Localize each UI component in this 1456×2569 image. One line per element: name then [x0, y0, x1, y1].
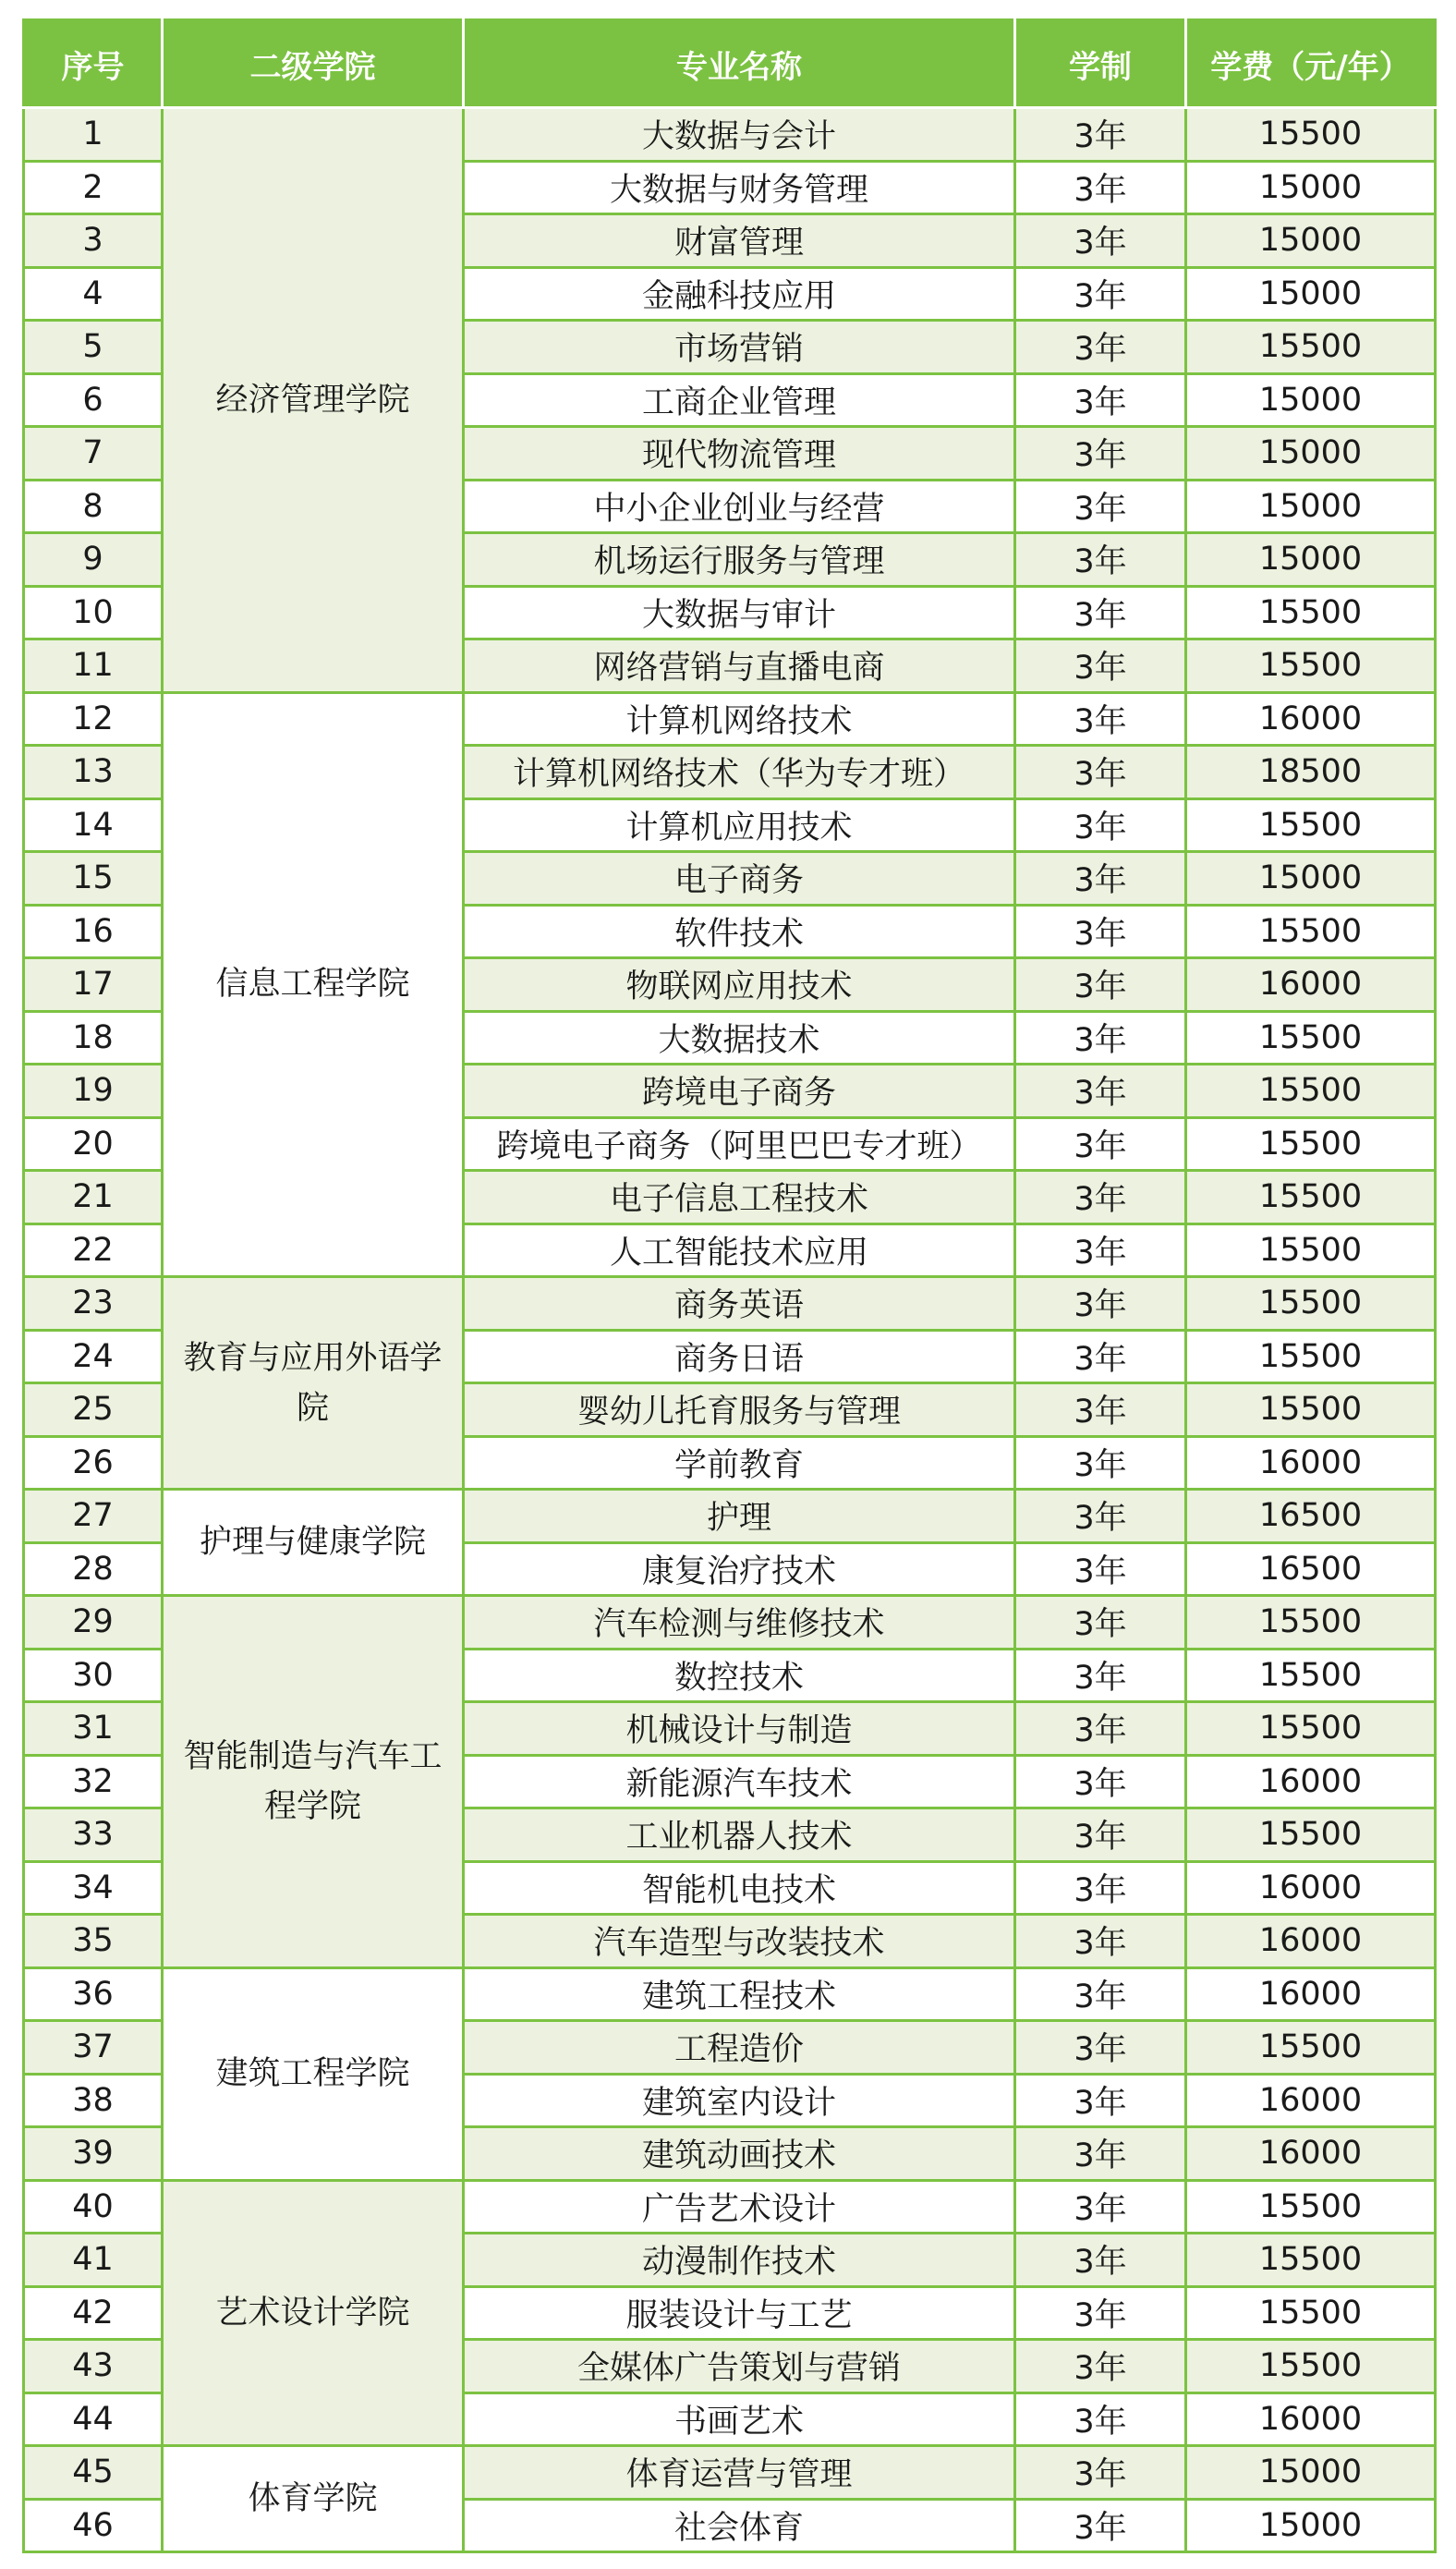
cell-duration: 3年: [1015, 427, 1186, 481]
cell-major: 大数据技术: [464, 1011, 1015, 1065]
cell-duration: 3年: [1015, 1277, 1186, 1331]
cell-fee: 15500: [1186, 1224, 1436, 1277]
cell-major: 电子商务: [464, 852, 1015, 906]
cell-duration: 3年: [1015, 905, 1186, 958]
cell-major: 数控技术: [464, 1649, 1015, 1702]
header-fee: 学费（元/年）: [1186, 20, 1436, 108]
cell-duration: 3年: [1015, 1224, 1186, 1277]
cell-fee: 15000: [1186, 214, 1436, 268]
cell-major: 工商企业管理: [464, 373, 1015, 427]
cell-fee: 15500: [1186, 2340, 1436, 2393]
cell-index: 42: [24, 2286, 163, 2340]
cell-college: 经济管理学院: [163, 108, 464, 693]
cell-index: 20: [24, 1117, 163, 1171]
cell-major: 金融科技应用: [464, 267, 1015, 321]
cell-fee: 15500: [1186, 321, 1436, 374]
cell-fee: 15500: [1186, 1649, 1436, 1702]
cell-duration: 3年: [1015, 746, 1186, 799]
cell-duration: 3年: [1015, 1967, 1186, 2021]
cell-index: 28: [24, 1542, 163, 1596]
cell-major: 服装设计与工艺: [464, 2286, 1015, 2340]
cell-fee: 15500: [1186, 1383, 1436, 1437]
header-duration: 学制: [1015, 20, 1186, 108]
cell-index: 12: [24, 692, 163, 746]
cell-fee: 15000: [1186, 852, 1436, 906]
cell-fee: 15000: [1186, 427, 1436, 481]
cell-duration: 3年: [1015, 267, 1186, 321]
cell-duration: 3年: [1015, 2021, 1186, 2075]
cell-index: 18: [24, 1011, 163, 1065]
cell-duration: 3年: [1015, 321, 1186, 374]
cell-fee: 15000: [1186, 2446, 1436, 2500]
cell-fee: 16000: [1186, 1755, 1436, 1808]
table-row: [24, 1596, 1436, 1650]
cell-duration: 3年: [1015, 1011, 1186, 1065]
cell-duration: 3年: [1015, 1702, 1186, 1756]
cell-fee: 15500: [1186, 1330, 1436, 1383]
cell-major: 机场运行服务与管理: [464, 533, 1015, 587]
cell-duration: 3年: [1015, 1861, 1186, 1915]
cell-major: 学前教育: [464, 1436, 1015, 1490]
table-row: [24, 2446, 1436, 2500]
cell-fee: 15500: [1186, 586, 1436, 639]
cell-college: 艺术设计学院: [163, 2180, 464, 2446]
header-row: [24, 20, 1436, 108]
cell-college: 护理与健康学院: [163, 1490, 464, 1596]
cell-fee: 18500: [1186, 746, 1436, 799]
cell-major: 社会体育: [464, 2499, 1015, 2552]
cell-fee: 15500: [1186, 905, 1436, 958]
cell-duration: 3年: [1015, 852, 1186, 906]
cell-major: 建筑室内设计: [464, 2074, 1015, 2127]
cell-fee: 15000: [1186, 161, 1436, 214]
cell-index: 10: [24, 586, 163, 639]
cell-fee: 15000: [1186, 533, 1436, 587]
cell-index: 17: [24, 958, 163, 1012]
cell-index: 2: [24, 161, 163, 214]
cell-fee: 16000: [1186, 1436, 1436, 1490]
cell-index: 35: [24, 1915, 163, 1968]
cell-duration: 3年: [1015, 2180, 1186, 2234]
cell-index: 6: [24, 373, 163, 427]
cell-duration: 3年: [1015, 1596, 1186, 1650]
cell-index: 32: [24, 1755, 163, 1808]
cell-index: 16: [24, 905, 163, 958]
cell-major: 汽车检测与维修技术: [464, 1596, 1015, 1650]
table-row: [24, 692, 1436, 746]
cell-fee: 15500: [1186, 1277, 1436, 1331]
cell-duration: 3年: [1015, 1383, 1186, 1437]
cell-index: 7: [24, 427, 163, 481]
cell-fee: 15000: [1186, 267, 1436, 321]
cell-index: 24: [24, 1330, 163, 1383]
cell-major: 市场营销: [464, 321, 1015, 374]
cell-fee: 16000: [1186, 692, 1436, 746]
cell-fee: 16000: [1186, 2127, 1436, 2181]
cell-major: 新能源汽车技术: [464, 1755, 1015, 1808]
cell-major: 电子信息工程技术: [464, 1171, 1015, 1224]
cell-college: 智能制造与汽车工程学院: [163, 1596, 464, 1968]
cell-index: 40: [24, 2180, 163, 2234]
cell-index: 45: [24, 2446, 163, 2500]
cell-index: 27: [24, 1490, 163, 1543]
cell-duration: 3年: [1015, 2392, 1186, 2446]
cell-index: 25: [24, 1383, 163, 1437]
cell-major: 财富管理: [464, 214, 1015, 268]
cell-fee: 16000: [1186, 1861, 1436, 1915]
cell-fee: 15500: [1186, 1065, 1436, 1118]
cell-fee: 16000: [1186, 2392, 1436, 2446]
cell-duration: 3年: [1015, 1065, 1186, 1118]
cell-major: 商务日语: [464, 1330, 1015, 1383]
cell-duration: 3年: [1015, 161, 1186, 214]
cell-fee: 15500: [1186, 2180, 1436, 2234]
cell-major: 网络营销与直播电商: [464, 639, 1015, 693]
cell-fee: 15500: [1186, 1011, 1436, 1065]
cell-fee: 16000: [1186, 1915, 1436, 1968]
tuition-table: [22, 18, 1437, 2553]
cell-index: 43: [24, 2340, 163, 2393]
cell-major: 广告艺术设计: [464, 2180, 1015, 2234]
cell-index: 13: [24, 746, 163, 799]
cell-major: 商务英语: [464, 1277, 1015, 1331]
cell-fee: 15500: [1186, 2234, 1436, 2287]
cell-index: 46: [24, 2499, 163, 2552]
cell-major: 大数据与会计: [464, 108, 1015, 162]
cell-duration: 3年: [1015, 214, 1186, 268]
cell-major: 书画艺术: [464, 2392, 1015, 2446]
cell-fee: 16000: [1186, 958, 1436, 1012]
cell-duration: 3年: [1015, 2127, 1186, 2181]
cell-major: 婴幼儿托育服务与管理: [464, 1383, 1015, 1437]
cell-index: 4: [24, 267, 163, 321]
tuition-table-container: [22, 18, 1434, 2553]
cell-duration: 3年: [1015, 1436, 1186, 1490]
cell-fee: 15500: [1186, 1702, 1436, 1756]
cell-fee: 15000: [1186, 480, 1436, 533]
cell-duration: 3年: [1015, 2074, 1186, 2127]
header-index: 序号: [24, 20, 163, 108]
cell-duration: 3年: [1015, 2234, 1186, 2287]
cell-fee: 16000: [1186, 1967, 1436, 2021]
cell-index: 5: [24, 321, 163, 374]
cell-major: 人工智能技术应用: [464, 1224, 1015, 1277]
cell-duration: 3年: [1015, 586, 1186, 639]
cell-college: 体育学院: [163, 2446, 464, 2552]
cell-major: 软件技术: [464, 905, 1015, 958]
cell-index: 38: [24, 2074, 163, 2127]
cell-index: 33: [24, 1808, 163, 1862]
cell-index: 1: [24, 108, 163, 162]
cell-duration: 3年: [1015, 1915, 1186, 1968]
cell-major: 全媒体广告策划与营销: [464, 2340, 1015, 2393]
cell-major: 计算机应用技术: [464, 798, 1015, 852]
cell-index: 34: [24, 1861, 163, 1915]
cell-index: 41: [24, 2234, 163, 2287]
cell-major: 智能机电技术: [464, 1861, 1015, 1915]
cell-index: 19: [24, 1065, 163, 1118]
table-row: [24, 1490, 1436, 1543]
cell-fee: 15500: [1186, 1808, 1436, 1862]
cell-major: 跨境电子商务（阿里巴巴专才班）: [464, 1117, 1015, 1171]
cell-index: 23: [24, 1277, 163, 1331]
cell-index: 3: [24, 214, 163, 268]
cell-fee: 15500: [1186, 2286, 1436, 2340]
cell-duration: 3年: [1015, 2499, 1186, 2552]
header-major: 专业名称: [464, 20, 1015, 108]
cell-major: 护理: [464, 1490, 1015, 1543]
cell-duration: 3年: [1015, 2340, 1186, 2393]
cell-major: 动漫制作技术: [464, 2234, 1015, 2287]
cell-duration: 3年: [1015, 798, 1186, 852]
cell-fee: 15500: [1186, 1117, 1436, 1171]
cell-fee: 15500: [1186, 108, 1436, 162]
cell-duration: 3年: [1015, 1808, 1186, 1862]
cell-index: 11: [24, 639, 163, 693]
cell-duration: 3年: [1015, 533, 1186, 587]
cell-index: 36: [24, 1967, 163, 2021]
cell-index: 29: [24, 1596, 163, 1650]
table-row: [24, 1277, 1436, 1331]
cell-duration: 3年: [1015, 1330, 1186, 1383]
cell-duration: 3年: [1015, 108, 1186, 162]
cell-duration: 3年: [1015, 2286, 1186, 2340]
cell-major: 体育运营与管理: [464, 2446, 1015, 2500]
cell-fee: 15000: [1186, 2499, 1436, 2552]
table-row: [24, 2180, 1436, 2234]
cell-index: 39: [24, 2127, 163, 2181]
cell-fee: 16500: [1186, 1490, 1436, 1543]
cell-major: 大数据与审计: [464, 586, 1015, 639]
cell-index: 9: [24, 533, 163, 587]
cell-major: 工业机器人技术: [464, 1808, 1015, 1862]
cell-duration: 3年: [1015, 1490, 1186, 1543]
cell-index: 30: [24, 1649, 163, 1702]
cell-index: 31: [24, 1702, 163, 1756]
cell-major: 物联网应用技术: [464, 958, 1015, 1012]
cell-major: 计算机网络技术: [464, 692, 1015, 746]
cell-duration: 3年: [1015, 958, 1186, 1012]
cell-duration: 3年: [1015, 1755, 1186, 1808]
table-body: [24, 108, 1436, 2552]
cell-major: 跨境电子商务: [464, 1065, 1015, 1118]
cell-fee: 15000: [1186, 373, 1436, 427]
cell-duration: 3年: [1015, 1171, 1186, 1224]
cell-duration: 3年: [1015, 1117, 1186, 1171]
cell-index: 37: [24, 2021, 163, 2075]
cell-fee: 15500: [1186, 639, 1436, 693]
cell-major: 康复治疗技术: [464, 1542, 1015, 1596]
cell-index: 14: [24, 798, 163, 852]
cell-index: 15: [24, 852, 163, 906]
cell-fee: 15500: [1186, 2021, 1436, 2075]
table-row: [24, 1967, 1436, 2021]
cell-duration: 3年: [1015, 1649, 1186, 1702]
cell-major: 计算机网络技术（华为专才班）: [464, 746, 1015, 799]
cell-fee: 15500: [1186, 1171, 1436, 1224]
cell-major: 建筑动画技术: [464, 2127, 1015, 2181]
cell-index: 44: [24, 2392, 163, 2446]
cell-major: 工程造价: [464, 2021, 1015, 2075]
cell-index: 21: [24, 1171, 163, 1224]
cell-duration: 3年: [1015, 639, 1186, 693]
cell-major: 大数据与财务管理: [464, 161, 1015, 214]
cell-major: 建筑工程技术: [464, 1967, 1015, 2021]
cell-duration: 3年: [1015, 1542, 1186, 1596]
cell-index: 8: [24, 480, 163, 533]
cell-college: 建筑工程学院: [163, 1967, 464, 2180]
cell-index: 26: [24, 1436, 163, 1490]
cell-fee: 15500: [1186, 798, 1436, 852]
cell-major: 机械设计与制造: [464, 1702, 1015, 1756]
cell-duration: 3年: [1015, 480, 1186, 533]
cell-fee: 16000: [1186, 2074, 1436, 2127]
cell-college: 信息工程学院: [163, 692, 464, 1277]
cell-duration: 3年: [1015, 2446, 1186, 2500]
cell-fee: 15500: [1186, 1596, 1436, 1650]
cell-index: 22: [24, 1224, 163, 1277]
cell-major: 中小企业创业与经营: [464, 480, 1015, 533]
cell-major: 现代物流管理: [464, 427, 1015, 481]
cell-duration: 3年: [1015, 373, 1186, 427]
cell-fee: 16500: [1186, 1542, 1436, 1596]
cell-major: 汽车造型与改装技术: [464, 1915, 1015, 1968]
cell-college: 教育与应用外语学院: [163, 1277, 464, 1490]
header-college: 二级学院: [163, 20, 464, 108]
cell-duration: 3年: [1015, 692, 1186, 746]
table-row: [24, 108, 1436, 162]
